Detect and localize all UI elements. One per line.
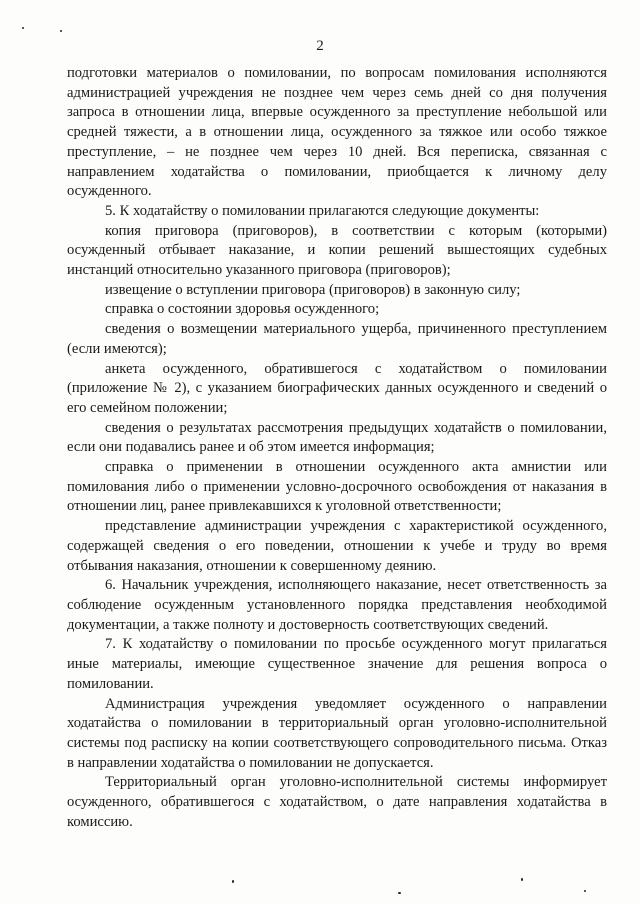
scan-speck xyxy=(22,27,24,29)
paragraph-continuation: подготовки материалов о помиловании, по вопросам помилования исполняются администрацией учреждения не позднее чем через семь дней со дня получения запроса в отношении лица, впервые осужденного за преступление небольшой или средней тяжести, а в отношении лица, осужденного за тяжкое или особо тяжкое преступление, – не позднее чем через 10 дней. Вся переписка, связанная с направлением ходатайства о помиловании, приобщается к личному делу осужденного. xyxy=(67,65,607,200)
paragraph-item-6: 6. Начальник учреждения, исполняющего наказание, несет ответственность за соблюдение осужденным установленного порядка представления необходимой документации, а также полноту и достоверность соответствующих сведений. xyxy=(67,577,607,633)
paragraph-item-5: 5. К ходатайству о помиловании прилагаются следующие документы: xyxy=(105,202,540,219)
paragraph-amnesty-certificate: справка о применении в отношении осужденного акта амнистии или помилования либо о применении условно-досрочного освобождения от наказания в отношении лиц, ранее привлекавшихся к уголовной ответственности; xyxy=(67,459,607,515)
paragraph-previous-petitions: сведения о результатах рассмотрения предыдущих ходатайств о помиловании, если они подавались ранее и об этом имеется информация; xyxy=(67,419,607,456)
paragraph-notice-of-entry: извещение о вступлении приговора (приговоров) в законную силу; xyxy=(105,281,521,298)
paragraph-health-certificate: справка о состоянии здоровья осужденного; xyxy=(105,301,380,318)
document-body xyxy=(67,64,607,832)
scan-speck xyxy=(584,890,586,892)
scan-speck xyxy=(232,880,234,883)
paragraph-questionnaire: анкета осужденного, обратившегося с ходатайством о помиловании (приложение № 2), с указанием биографических данных осужденного и сведений о его семейном положении; xyxy=(67,360,607,416)
page-number: 2 xyxy=(316,38,324,54)
paragraph-item-7: 7. К ходатайству о помиловании по просьбе осужденного могут прилагаться иные материалы, имеющие существенное значение для решения вопроса о помиловании. xyxy=(67,636,607,692)
scan-speck xyxy=(60,30,62,32)
paragraph-administration-notice: Администрация учреждения уведомляет осужденного о направлении ходатайства о помиловании в территориальный орган уголовно-исполнительной системы под расписку на копии соответствующего сопроводительного письма. Отказ в направлении ходатайства о помиловании не допускается. xyxy=(67,695,607,771)
paragraph-damage-compensation: сведения о возмещении материального ущерба, причиненного преступлением (если имеются); xyxy=(67,321,607,357)
paragraph-sentence-copy: копия приговора (приговоров), в соответствии с которым (которыми) осужденный отбывает наказание, и копии решений вышестоящих судебных инстанций относительно указанного приговора (приговоров); xyxy=(67,222,607,279)
scan-speck xyxy=(521,878,523,881)
paragraph-administration-report: представление администрации учреждения с характеристикой осужденного, содержащей сведения о его поведении, отношении к учебе и труду во время отбывания наказания, отношении к совершенному деянию. xyxy=(67,518,607,574)
scan-speck xyxy=(398,892,401,894)
paragraph-territorial-body: Территориальный орган уголовно-исполнительной системы информирует осужденного, обратившегося с ходатайством, о дате направления ходатайства в комиссию. xyxy=(67,774,607,830)
